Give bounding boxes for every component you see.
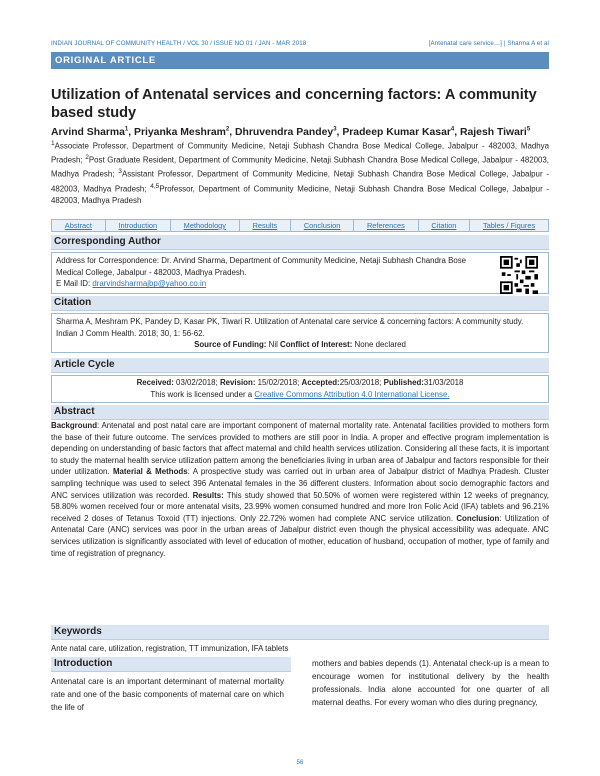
funding-line: Source of Funding: Nil Conflict of Interest: None declared (194, 340, 406, 350)
nav-introduction[interactable]: Introduction (106, 220, 171, 231)
introduction-column-1: Antenatal care is an important determinant of maternal mortality rate and one of the basic components of maternal care on which the life of (51, 677, 284, 712)
citation-box (51, 313, 549, 353)
corresponding-author-box (51, 252, 549, 294)
nav-methodology[interactable]: Methodology (171, 220, 240, 231)
author: Pradeep Kumar Kasar$^4$, (342, 127, 461, 139)
introduction-column-2: mothers and babies depends (1). Antenatal check-up is a mean to encourage women for institutional delivery by the health professionals. India alone accounted for one quarter of all maternal deaths. For every woman who dies during pregnancy, (312, 659, 549, 707)
affiliations: $^1$Associate Professor, Department of Community Medicine, Netaji Subhash Chandra Bose Medical College, Jabalpur - 482003, Madhya Pradesh; $^2$Post Graduate Resident, Department of Community Medicine, Netaji Subhash Chandra Bose Medical College, Jabalpur - 482003, Madhya Pradesh; $^3$Assistant Professor, Department of Community Medicine, Netaji Subhash Chandra Bose Medical College, Jabalpur - 482003, Madhya Pradesh; $^{4,5}$Professor, Department of Community Medicine, Netaji Subhash Chandra Bose Medical College, Jabalpur - 482003, Madhya Pradesh (51, 140, 549, 205)
nav-abstract[interactable]: Abstract (52, 220, 106, 231)
article-title: Utilization of Antenatal services and concerning factors: A community based study (51, 87, 537, 121)
author: Arvind Sharma$^1$, (51, 127, 135, 139)
journal-header-line (51, 40, 549, 52)
article-cycle-box (51, 375, 549, 403)
license-line: This work is licensed under a Creative Commons Attribution 4.0 International License. (150, 389, 450, 399)
running-title: [Antenatal care service…] | Sharma A et al (428, 40, 549, 47)
nav-conclusion[interactable]: Conclusion (291, 220, 354, 231)
email-link[interactable]: drarvindsharmajbp@yahoo.co.in (92, 279, 207, 289)
license-link[interactable]: Creative Commons Attribution 4.0 International License. (254, 389, 450, 399)
page-number: 56 (296, 760, 304, 766)
keywords-heading: Keywords (51, 625, 549, 640)
qr-code-icon (500, 256, 538, 294)
section-nav (51, 219, 549, 232)
author: Priyanka Meshram$^2$, (134, 127, 236, 139)
article-cycle-heading: Article Cycle (51, 358, 549, 373)
abstract-body: Background: Antenatal and post natal care are important component of maternal mortality rate. Antenatal facilities provided to mothers form the base of their future outcome. The services provided to mothers are still poor in India. A proper and effective program implementation is depending on understanding of basic factors that affect maternal and child health services utilization. Considering all these facts, it is important to study the maternal health service utilization pattern among the beneficiaries living in urban area of Jabalpur and factors responsible for their under utilization. Material & Methods: A prospective study was carried out in urban area of Jabalpur district of Madhya Pradesh. Cluster sampling technique was used to select 396 Antenatal females in the 36 different clusters. Information about socio demographic factors and ANC services utilization was recorded. Results: This study showed that 50.50% of women were registered within 12 weeks of pregnancy, 58.80% women received four or more antenatal visits, 23.99% women consumed hundred and more Iron Folic Acid (IFA) tablets and 96.21% received 2 doses of Tetanus Toxoid (TT) injections. Only 22.72% women had complete ANC service utilization. Conclusion: Utilization of Antenatal Care (ANC) services was poor in the urban areas of Jabalpur district even though the physical accessibility was adequate. ANC services utilization is significantly associated with level of education of mother, education of husband, occupation of mother, type of family and time of registration of pregnancy. (51, 421, 550, 558)
nav-references[interactable]: References (354, 220, 418, 231)
article-type-banner: ORIGINAL ARTICLE (51, 52, 549, 69)
email-label: E Mail ID: (56, 279, 93, 289)
abstract-heading: Abstract (51, 405, 549, 420)
journal-name: INDIAN JOURNAL OF COMMUNITY HEALTH / VOL 30 / ISSUE NO 01 / JAN - MAR 2018 (51, 40, 307, 47)
introduction-heading: Introduction (51, 657, 291, 672)
nav-results[interactable]: Results (240, 220, 291, 231)
nav-tables-figures[interactable]: Tables / Figures (482, 221, 536, 230)
citation-heading: Citation (51, 296, 549, 311)
corresponding-author-heading: Corresponding Author (51, 235, 549, 250)
keywords-text: Ante natal care, utilization, registration, TT immunization, IFA tablets (51, 644, 289, 653)
nav-citation[interactable]: Citation (419, 220, 471, 231)
article-dates: Received: 03/02/2018; Revision: 15/02/2018; Accepted:25/03/2018; Published:31/03/2018 (136, 378, 464, 387)
author: Rajesh Tiwari$^5$ (460, 127, 531, 139)
correspondence-address: Address for Correspondence: Dr. Arvind Sharma, Department of Community Medicine, Netaji Subhash Chandra Bose Medical College, Jabalpur - 482003, Madhya Pradesh. (56, 256, 467, 277)
citation-text: Sharma A, Meshram PK, Pandey D, Kasar PK, Tiwari R. Utilization of Antenatal care service & concerning factors: A community study. Indian J Comm Health. 2018; 30, 1: 56-62. (56, 317, 524, 338)
author: Dhruvendra Pandey$^3$, (235, 127, 343, 139)
